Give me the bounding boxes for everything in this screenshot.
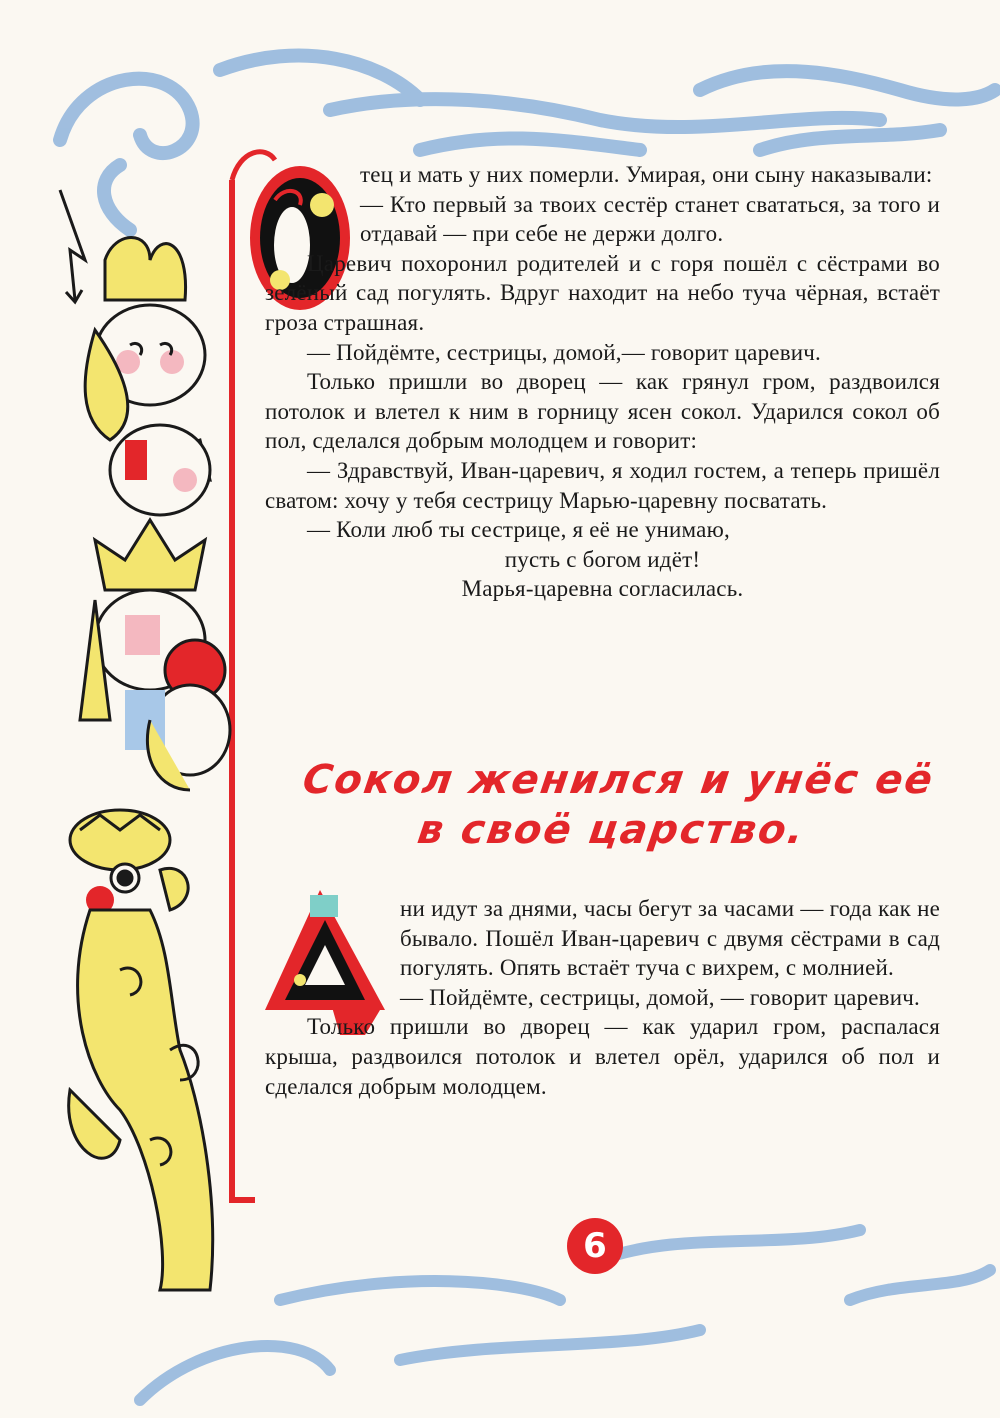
paragraph: Только пришли во дворец — как грянул гром, раздвоился потолок и влетел к ним в горницу ясен сокол. Ударился сокол об пол, сделался добрым молодцем и говорит: bbox=[265, 369, 940, 454]
subtitle-line: Сокол женился и унёс её bbox=[299, 757, 938, 803]
page-number: 6 bbox=[567, 1218, 623, 1274]
paragraph: Марья-царевна согласилась. bbox=[461, 576, 744, 602]
paragraph: пусть с богом идёт! bbox=[504, 546, 701, 572]
paragraph: — Кто первый за твоих сестёр станет свататься, за того и отдавай — при себе не держи долго. bbox=[360, 191, 940, 247]
red-border-line bbox=[232, 180, 255, 1200]
subtitle-line: в своё царство. bbox=[414, 807, 809, 853]
paragraph: — Пойдёмте, сестрицы, домой,— говорит царевич. bbox=[307, 339, 821, 365]
folk-figures-border bbox=[60, 190, 230, 1290]
illustrated-subtitle bbox=[248, 755, 982, 855]
blue-swirl-decoration-bottom bbox=[140, 1230, 990, 1400]
paragraph: — Коли люб ты сестрице, я её не унимаю, bbox=[307, 517, 730, 543]
paragraph: тец и мать у них померли. Умирая, они сыну наказывали: bbox=[360, 162, 933, 187]
story-text-block-2 bbox=[265, 894, 940, 1101]
paragraph: — Здравствуй, Иван-царевич, я ходил гостем, а теперь пришёл сватом: хочу у тебя сестрицу Марью-царевну посватать. bbox=[265, 457, 940, 513]
paragraph: ни идут за днями, часы бегут за часами — года как не бывало. Пошёл Иван-царевич с двумя сёстрами в сад погулять. Опять встаёт туча с вихрем, с молнией. bbox=[400, 896, 940, 981]
story-text-block-1 bbox=[265, 160, 940, 604]
paragraph: — Пойдёмте, сестрицы, домой, — говорит царевич. bbox=[400, 984, 920, 1010]
paragraph: Царевич похоронил родителей и с горя пошёл с сёстрами во зелёный сад погулять. Вдруг находит на небо туча чёрная, встаёт гроза страшная. bbox=[265, 250, 940, 335]
paragraph: Только пришли во дворец — как ударил гром, распалася крыша, раздвоился потолок и влетел орёл, ударился об пол и сделался добрым молодцем. bbox=[265, 1014, 940, 1099]
